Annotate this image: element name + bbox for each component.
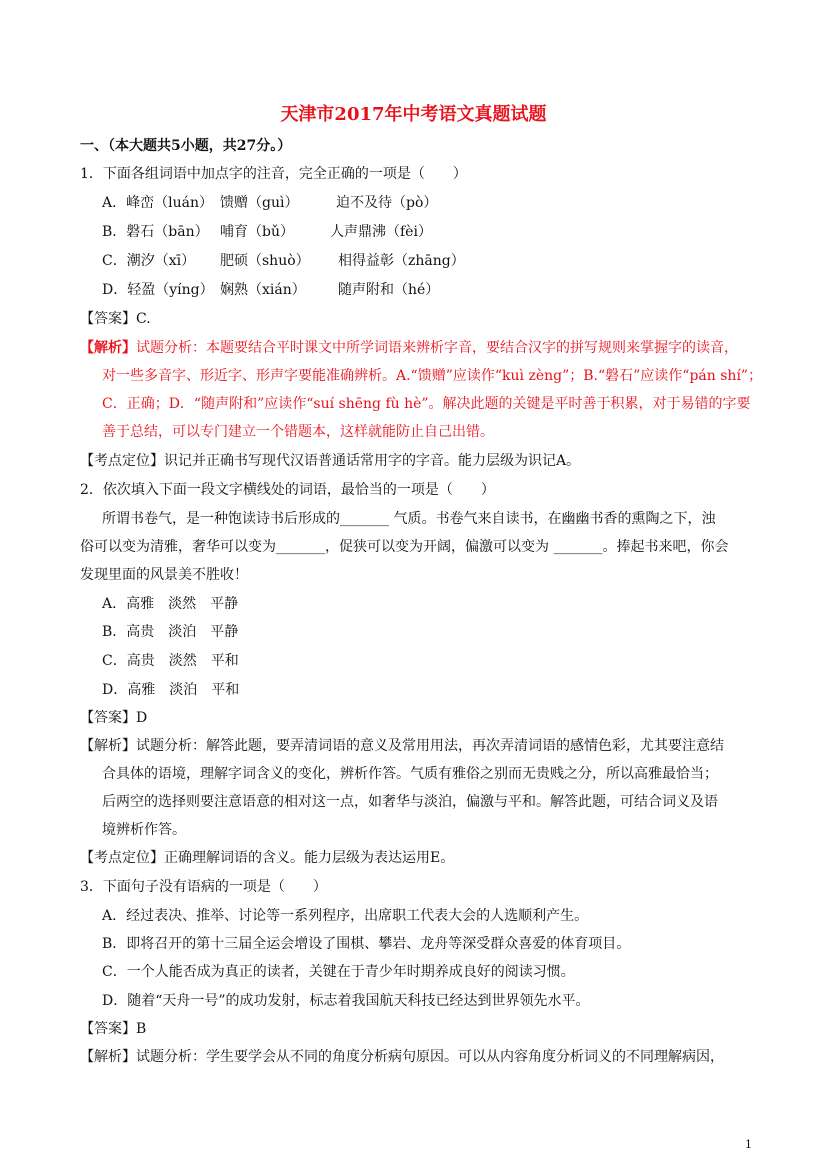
q2-option-a: A．高雅 淡然 平静	[102, 596, 239, 612]
q1-analysis-line-1: 【解析】试题分析：本题要结合平时课文中所学词语来辨析字音，要结合汉字的拼写规则来掌握字的读音，	[80, 340, 738, 356]
q1-stem: 1．下面各组词语中加点字的注音，完全正确的一项是（ ）	[80, 166, 467, 182]
q2-analysis-line-4: 境辨析作答。	[102, 822, 186, 838]
section-header	[80, 136, 291, 156]
page-title: 天津市2017年中考语文真题试题	[280, 104, 547, 125]
q3-option-a: A．经过表决、推举、讨论等一系列程序，出席职工代表大会的人选顺利产生。	[102, 908, 589, 924]
q3-stem: 3．下面句子没有语病的一项是（ ）	[80, 879, 327, 895]
q3-option-b: B．即将召开的第十三届全运会增设了围棋、攀岩、龙舟等深受群众喜爱的体育项目。	[102, 936, 631, 952]
q2-stem: 2．依次填入下面一段文字横线处的词语，最恰当的一项是（ ）	[80, 482, 495, 498]
q2-point: 【考点定位】正确理解词语的含义。能力层级为表达运用E。	[80, 850, 455, 866]
q2-option-b: B．高贵 淡泊 平静	[102, 624, 239, 640]
q3-option-d: D．随着“天舟一号”的成功发射，标志着我国航天科技已经达到世界领先水平。	[102, 993, 590, 1009]
q1-answer: 【答案】C.	[80, 311, 151, 327]
q2-passage-line-2: 俗可以变为清雅，奢华可以变为_______，促狭可以变为开阔，偏激可以变为 _______。捧起书来吧，你会	[80, 539, 729, 555]
q2-analysis-line-2: 合具体的语境，理解字词含义的变化，辨析作答。气质有雅俗之别而无贵贱之分，所以高雅最恰当；	[102, 766, 718, 782]
q1-analysis-line-4: 善于总结，可以专门建立一个错题本，这样就能防止自己出错。	[102, 424, 494, 440]
q2-passage-line-1: 所谓书卷气，是一种饱读诗书后形成的_______ 气质。书卷气来自读书，在幽幽书香的熏陶之下，浊	[102, 511, 716, 527]
q1-option-b: B．磐石（bān） 哺育（bǔ） 人声鼎沸（fèi）	[102, 224, 432, 240]
section-label: 一、	[80, 138, 108, 154]
q3-answer: 【答案】B	[80, 1021, 147, 1037]
q2-answer: 【答案】D	[80, 710, 148, 726]
q2-option-c: C．高贵 淡然 平和	[102, 653, 239, 669]
q2-analysis-line-1: 【解析】试题分析：解答此题，要弄清词语的意义及常用用法，再次弄清词语的感情色彩，尤其要注意结	[80, 738, 724, 754]
q1-option-a: A．峰峦（luán） 馈赠（guì） 迫不及待（pò）	[102, 195, 438, 211]
q1-option-d: D．轻盈（yíng） 娴熟（xián） 随声附和（hé）	[102, 282, 440, 298]
q2-option-d: D．高雅 淡泊 平和	[102, 682, 240, 698]
page-number: 1	[745, 1138, 752, 1151]
q1-analysis-line-2: 对一些多音字、形近字、形声字要能准确辨析。A.“馈赠”应读作“kuì zèng”；B.“磐石”应读作“pán shí”；	[102, 368, 763, 384]
q2-analysis-line-3: 后两空的选择则要注意语意的相对这一点，如奢华与淡泊，偏激与平和。解答此题，可结合词义及语	[102, 794, 718, 810]
q1-option-c: C．潮汐（xī） 肥硕（shuò） 相得益彰（zhāng）	[102, 253, 465, 269]
q3-option-c: C．一个人能否成为真正的读者，关键在于青少年时期养成良好的阅读习惯。	[102, 964, 575, 980]
q1-analysis-line-3: C．正确；D．“随声附和”应读作“suí shēng fù hè”。解决此题的关键是平时善于积累，对于易错的字要	[102, 396, 751, 412]
q3-analysis-line-1: 【解析】试题分析：学生要学会从不同的角度分析病句原因。可以从内容角度分析词义的不同理解病因，	[80, 1049, 724, 1065]
section-detail: （本大题共5小题，共27分。）	[108, 138, 292, 154]
q1-point: 【考点定位】识记并正确书写现代汉语普通话常用字的字音。能力层级为识记A。	[80, 453, 581, 469]
q2-passage-line-3: 发现里面的风景美不胜收！	[80, 567, 248, 583]
